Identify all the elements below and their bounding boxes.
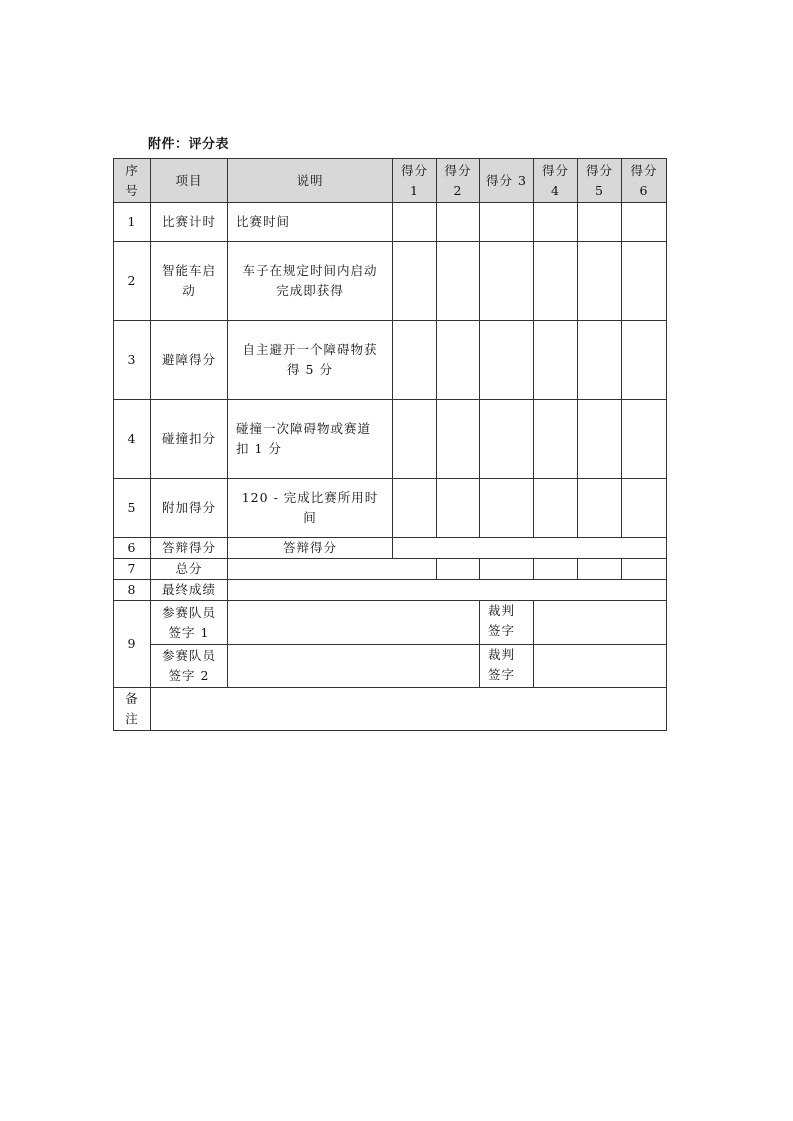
table-row [114, 242, 667, 321]
header-seq: 序 号 [114, 159, 151, 203]
row-seq: 2 [114, 242, 151, 321]
total-score-cell[interactable] [437, 559, 480, 580]
signature-row-1 [114, 601, 667, 645]
score-cell[interactable] [534, 242, 578, 321]
score-cell[interactable] [622, 400, 667, 479]
header-row [114, 159, 667, 203]
member-signature-label-2: 参赛队员 签字 2 [151, 645, 228, 688]
row-desc: 车子在规定时间内启动 完成即获得 [228, 242, 393, 321]
member-signature-field-2[interactable] [228, 645, 480, 688]
row-seq: 4 [114, 400, 151, 479]
referee-signature-label-1: 裁判 签字 [480, 601, 534, 645]
score-cell[interactable] [578, 400, 622, 479]
row-item: 答辩得分 [151, 538, 228, 559]
referee-signature-field-2[interactable] [534, 645, 667, 688]
score-cell[interactable] [480, 479, 534, 538]
header-item: 项目 [151, 159, 228, 203]
score-cell[interactable] [480, 203, 534, 242]
row-item: 总分 [151, 559, 228, 580]
score-cell[interactable] [622, 242, 667, 321]
header-desc: 说明 [228, 159, 393, 203]
remarks-label: 备 注 [114, 688, 151, 731]
header-score-4: 得分 4 [534, 159, 578, 203]
score-cell[interactable] [480, 242, 534, 321]
score-cell[interactable] [437, 479, 480, 538]
score-cell[interactable] [578, 242, 622, 321]
header-score-1: 得分 1 [393, 159, 437, 203]
score-cell[interactable] [393, 479, 437, 538]
score-cell[interactable] [437, 203, 480, 242]
row-item: 比赛计时 [151, 203, 228, 242]
row-desc: 120 - 完成比赛所用时 间 [228, 479, 393, 538]
score-cell[interactable] [622, 203, 667, 242]
score-cell[interactable] [578, 321, 622, 400]
score-cell[interactable] [480, 321, 534, 400]
row-seq: 5 [114, 479, 151, 538]
member-signature-label-1: 参赛队员 签字 1 [151, 601, 228, 645]
row-seq: 6 [114, 538, 151, 559]
header-score-6: 得分 6 [622, 159, 667, 203]
table-row [114, 538, 667, 559]
row-item: 附加得分 [151, 479, 228, 538]
signature-row-2 [114, 645, 667, 688]
table-row [114, 321, 667, 400]
score-cell[interactable] [622, 321, 667, 400]
score-cell[interactable] [534, 321, 578, 400]
score-cell[interactable] [437, 400, 480, 479]
score-cell[interactable] [622, 479, 667, 538]
header-score-5: 得分 5 [578, 159, 622, 203]
score-cell[interactable] [393, 400, 437, 479]
table-row [114, 400, 667, 479]
row-seq: 9 [114, 601, 151, 688]
row-seq: 1 [114, 203, 151, 242]
table-row [114, 203, 667, 242]
score-cell[interactable] [534, 203, 578, 242]
score-cell[interactable] [437, 242, 480, 321]
header-score-3: 得分 3 [480, 159, 534, 203]
table-row [114, 559, 667, 580]
row-desc: 自主避开一个障碍物获 得 5 分 [228, 321, 393, 400]
score-cell[interactable] [480, 400, 534, 479]
score-cell[interactable] [437, 321, 480, 400]
page-title: 附件：评分表 [148, 137, 230, 152]
score-cell[interactable] [534, 479, 578, 538]
score-table [113, 158, 667, 731]
table-row [114, 479, 667, 538]
referee-signature-field-1[interactable] [534, 601, 667, 645]
total-cell[interactable] [228, 559, 437, 580]
row-item: 智能车启 动 [151, 242, 228, 321]
row-item: 最终成绩 [151, 580, 228, 601]
score-cell[interactable] [393, 242, 437, 321]
referee-signature-label-2: 裁判 签字 [480, 645, 534, 688]
final-score-cell[interactable] [228, 580, 667, 601]
score-cell[interactable] [393, 321, 437, 400]
table-row [114, 580, 667, 601]
row-desc: 比赛时间 [228, 203, 393, 242]
score-cell[interactable] [393, 203, 437, 242]
score-cell[interactable] [534, 400, 578, 479]
total-score-cell[interactable] [578, 559, 622, 580]
row-seq: 7 [114, 559, 151, 580]
score-cell[interactable] [578, 479, 622, 538]
row-item: 避障得分 [151, 321, 228, 400]
header-score-2: 得分 2 [437, 159, 480, 203]
total-score-cell[interactable] [480, 559, 534, 580]
row-item: 碰撞扣分 [151, 400, 228, 479]
total-score-cell[interactable] [534, 559, 578, 580]
defense-score-cell[interactable] [393, 538, 667, 559]
row-seq: 8 [114, 580, 151, 601]
total-score-cell[interactable] [622, 559, 667, 580]
remarks-row [114, 688, 667, 731]
remarks-field[interactable] [151, 688, 667, 731]
row-desc: 答辩得分 [228, 538, 393, 559]
row-desc: 碰撞一次障碍物或赛道 扣 1 分 [228, 400, 393, 479]
member-signature-field-1[interactable] [228, 601, 480, 645]
row-seq: 3 [114, 321, 151, 400]
score-cell[interactable] [578, 203, 622, 242]
